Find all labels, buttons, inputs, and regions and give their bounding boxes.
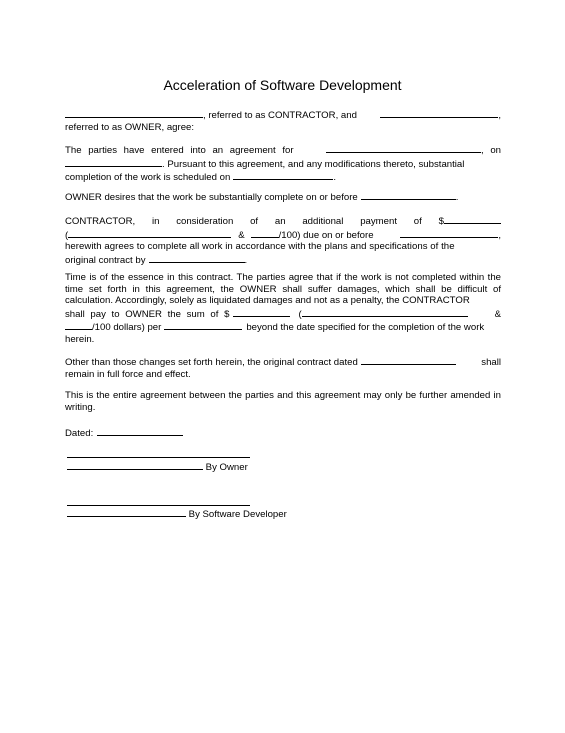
contractor-name-blank[interactable] — [65, 108, 203, 118]
original-contract-paragraph: Other than those changes set forth herein, the original contract dated shall remain in full force and effect. — [65, 357, 501, 380]
damages-words-blank[interactable] — [302, 307, 468, 317]
owner-signature-line[interactable] — [67, 457, 250, 458]
document-title: Acceleration of Software Development — [163, 77, 402, 93]
liquidated-damages-paragraph: Time is of the essence in this contract. The parties agree that if the work is not completed within the time set forth in this agreement, the OWNER shall suffer damages, which shall be difficult of calculation. Accordingly, solely as liquidated damages and not as a penalty, the CONTRACTOR shall pay to OWNER the sum of $ ( & /100 dollars) per beyond the date specified for the completion of the work herein. — [65, 272, 501, 345]
parties-paragraph: , referred to as CONTRACTOR, and , referred to as OWNER, agree: — [65, 110, 501, 133]
payment-words-blank[interactable] — [68, 228, 231, 238]
developer-name-line[interactable] — [67, 507, 186, 517]
owner-name-line[interactable] — [67, 460, 203, 470]
damages-cents-blank[interactable] — [65, 320, 92, 330]
dated-line: Dated: — [65, 426, 501, 440]
owner-signature-label: By Owner — [205, 462, 248, 473]
agreement-paragraph: The parties have entered into an agreement for , on . Pursuant to this agreement, and any modifications thereto, substantial completion of the work is scheduled on . — [65, 145, 501, 184]
damages-amount-blank[interactable] — [233, 307, 290, 317]
consideration-paragraph: CONTRACTOR, in consideration of an additional payment of $ ( & /100) due on or before , herewith agrees to complete all work in accordance with the plans and specifications of the original contract by . — [65, 216, 501, 266]
agreement-subject-blank[interactable] — [326, 143, 481, 153]
developer-signature-label: By Software Developer — [188, 509, 287, 520]
damages-period-blank[interactable] — [164, 320, 242, 330]
owner-signature-row — [67, 460, 248, 474]
owner-name-blank[interactable] — [380, 108, 498, 118]
agreement-date-blank[interactable] — [65, 157, 162, 167]
entire-agreement-paragraph: This is the entire agreement between the parties and this agreement may only be further amended in writing. — [65, 390, 501, 413]
payment-due-date-blank[interactable] — [400, 228, 498, 238]
desire-paragraph: OWNER desires that the work be substantially complete on or before . — [65, 192, 459, 203]
payment-amount-blank[interactable] — [444, 214, 501, 224]
original-contract-date-blank[interactable] — [149, 253, 245, 263]
payment-cents-blank[interactable] — [251, 228, 279, 238]
developer-signature-row — [67, 507, 287, 521]
contract-dated-blank[interactable] — [361, 355, 456, 365]
developer-signature-line[interactable] — [67, 505, 250, 506]
completion-date-blank[interactable] — [361, 190, 456, 200]
dated-blank[interactable] — [97, 426, 183, 436]
scheduled-date-blank[interactable] — [233, 170, 333, 180]
